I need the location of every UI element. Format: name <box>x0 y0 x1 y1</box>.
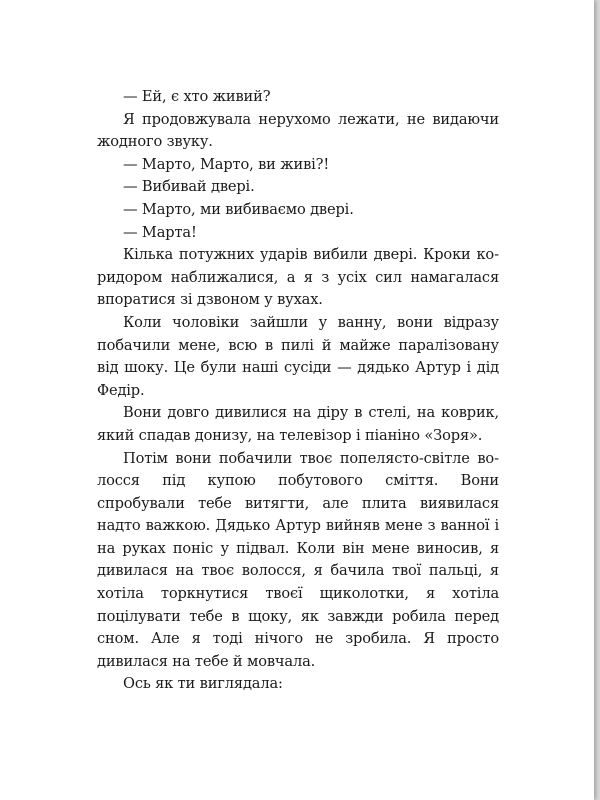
paragraph-7: Кілька потужних ударів вибили двері. Кроки коридором наближалися, а я з усіх сил намагалася впоратися зі дзвоном у вухах. <box>97 246 499 309</box>
paragraph-3: — Марто, Марто, ви живі?! <box>123 155 330 173</box>
paragraph-5: — Марто, ми вибиваємо двері. <box>123 200 354 218</box>
paragraph-6: — Марта! <box>123 223 197 241</box>
paragraph-9: Вони довго дивилися на діру в стелі, на коврик, який спадав донизу, на телевізор і піаніно «Зоря». <box>97 404 499 444</box>
paragraph-8: Коли чоловіки зайшли у ванну, вони відразу побачили мене, всю в пилі й майже паралізовану від шоку. Це були наші сусіди — дядько Артур і дід Федір. <box>97 313 499 399</box>
text-body <box>97 86 499 696</box>
paragraph-1: — Ей, є хто живий? <box>123 88 271 105</box>
paragraph-4: — Вибивай двері. <box>123 178 255 196</box>
paragraph-11: Ось як ти виглядала: <box>123 675 283 693</box>
paragraph-10: Потім вони побачили твоє попелясто-світле волосся під купою побутового сміття. Вони спробували тебе витягти, але плита виявилася надто важкою. Дядько Артур вийняв мене з ванної і на руках поніс у підвал. Коли він мене виносив, я дивилася на твоє волосся, я бачила твої пальці, я хотіла торкнутися твоєї щиколотки, я хотіла поцілувати тебе в щоку, як завжди робила перед сном. Але я тоді нічого не зробила. Я просто дивилася на тебе й мовчала. <box>97 449 499 670</box>
paragraph-2: Я продовжувала нерухомо лежати, не видаючи жодного звуку. <box>97 110 499 151</box>
